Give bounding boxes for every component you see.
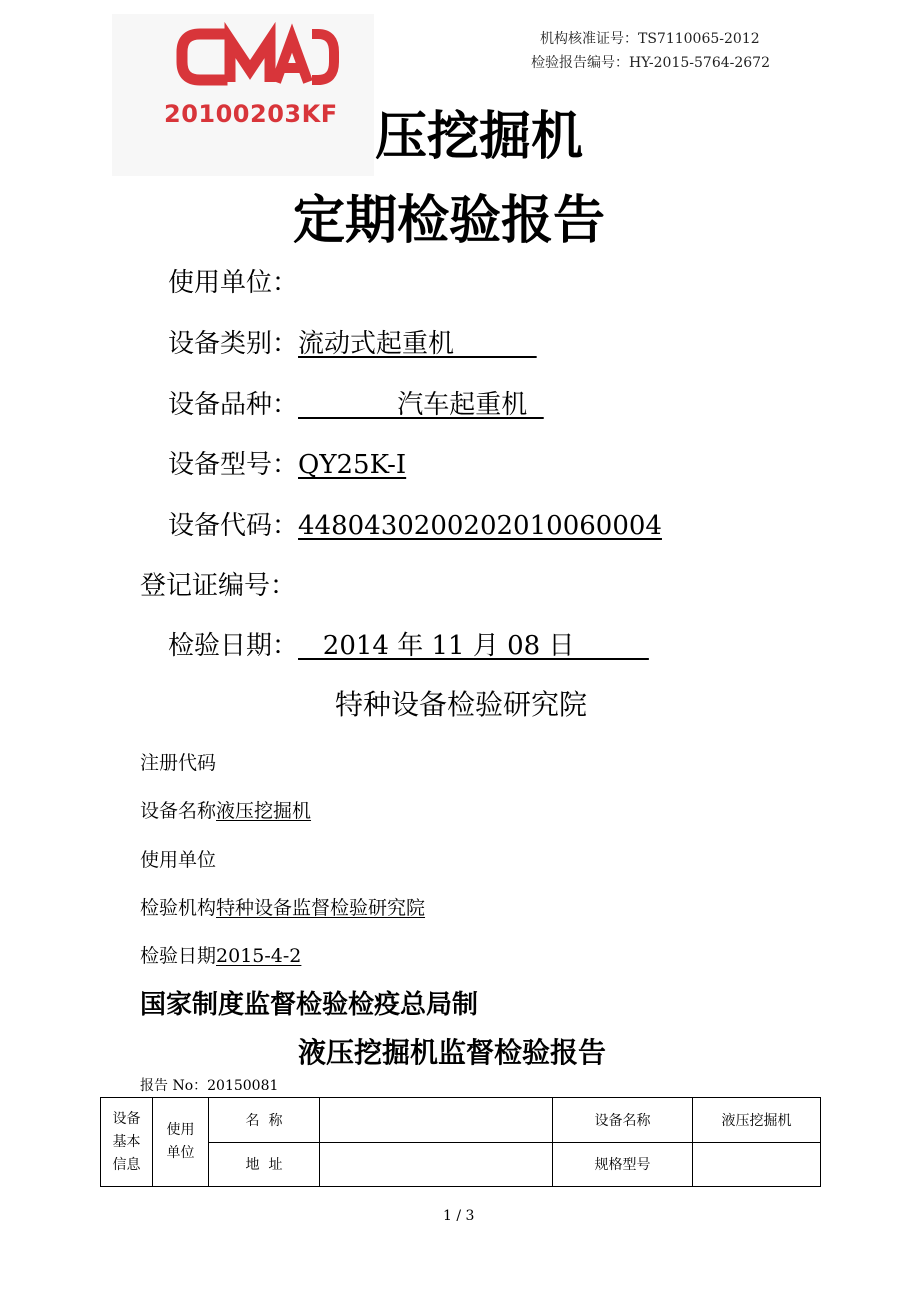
- name-value-cell: [320, 1098, 553, 1143]
- sub-label-cell: [153, 1098, 209, 1187]
- field-value: 44804302002020100600​04: [298, 511, 662, 541]
- info-label: 检验机构: [140, 897, 217, 919]
- device-name-value-cell: 液压挖掘机: [693, 1098, 821, 1143]
- field-label: 登记证编号：: [140, 571, 297, 601]
- field-model: [168, 444, 406, 481]
- info-label: 使用单位: [140, 849, 217, 871]
- page-number: 1 / 3: [443, 1208, 475, 1224]
- field-value: 流动式起重机: [298, 329, 537, 359]
- field-label: 设备类别：: [168, 329, 299, 359]
- field-value: 汽车起重机: [298, 390, 544, 420]
- field-category: [168, 323, 537, 360]
- report-number: 报告 No：20150081: [140, 1078, 279, 1094]
- report-title: 液压挖掘机监督检验报告: [298, 1036, 607, 1069]
- info-label: 注册代码: [140, 752, 217, 774]
- info-value: 液压挖掘机: [216, 800, 312, 822]
- group-label-line: 基本: [112, 1133, 141, 1150]
- field-inspection-date: [168, 625, 649, 662]
- info-inspection-org: [140, 893, 425, 920]
- basic-info-table: [100, 1097, 821, 1187]
- title-line-2: 定期检验报告: [293, 191, 606, 251]
- spec-label-cell: 规格型号: [553, 1142, 693, 1187]
- field-registration: [140, 565, 296, 602]
- field-label: 设备代码：: [168, 511, 299, 541]
- address-value-cell: [320, 1142, 553, 1187]
- field-label: 检验日期：: [168, 631, 299, 661]
- field-user-unit: [168, 262, 298, 299]
- info-inspection-date: [140, 941, 301, 968]
- field-value: QY25K-I: [298, 450, 407, 480]
- title-line-1: 压挖掘机: [375, 107, 584, 167]
- sub-label-line: 使用: [166, 1122, 195, 1138]
- info-device-name: [140, 796, 311, 823]
- info-label: 检验日期: [140, 945, 217, 967]
- group-label-line: 设备: [112, 1110, 141, 1127]
- address-label-cell: 地 址: [209, 1142, 320, 1187]
- device-name-label-cell: 设备名称: [553, 1098, 693, 1143]
- spec-value-cell: [693, 1142, 821, 1187]
- cert-number: 机构核准证号：TS7110065-2012: [540, 31, 760, 47]
- info-value: 特种设备监督检验研究院: [216, 897, 426, 919]
- field-label: 设备品种：: [168, 390, 299, 420]
- field-variety: [168, 384, 544, 421]
- sub-label-line: 单位: [166, 1145, 195, 1161]
- field-label: 使用单位：: [168, 268, 299, 298]
- group-label-line: 信息: [112, 1156, 141, 1173]
- report-code: 检验报告编号：HY-2015-5764-2672: [531, 55, 770, 71]
- group-label-cell: [101, 1098, 153, 1187]
- bureau-name: 国家制度监督检验检疫总局制: [140, 990, 479, 1020]
- name-label-cell: 名 称: [209, 1098, 320, 1143]
- field-value: 2014 年 11 月 08 日: [298, 631, 649, 661]
- institute-name: 特种设备检验研究院: [335, 688, 588, 721]
- seal-code: 20100203KF: [164, 100, 338, 128]
- info-reg-code: [140, 748, 216, 775]
- field-code: [168, 505, 662, 542]
- field-label: 设备型号：: [168, 450, 299, 480]
- info-user-unit: [140, 845, 216, 872]
- cma-seal: [112, 14, 374, 176]
- info-value: 2015-4-2: [216, 945, 302, 967]
- info-label: 设备名称: [140, 800, 217, 822]
- cma-logo-icon: [112, 14, 374, 176]
